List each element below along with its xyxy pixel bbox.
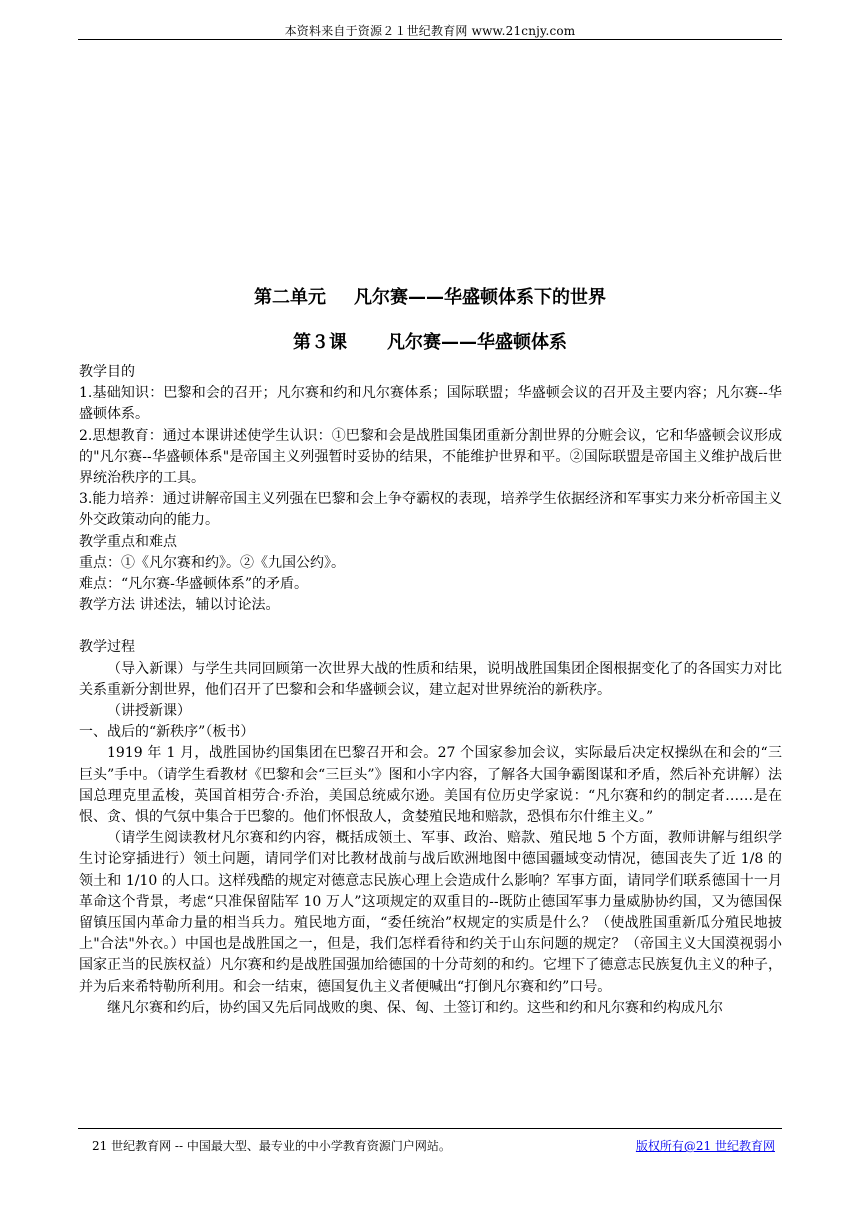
body-paragraph: （讲授新课） (107, 703, 191, 720)
blank-line (79, 616, 782, 637)
footer-divider (78, 1128, 782, 1129)
body-paragraph: 教学方法 讲述法，辅以讨论法。 (79, 597, 280, 614)
body-paragraph: （导入新课）与学生共同回顾第一次世界大战的性质和结果，说明战胜国集团企图根据变化了的各国实力对比关系重新分割世界，他们召开了巴黎和会和华盛顿会议，建立起对世界统治的新秩序。 (79, 660, 782, 698)
body-paragraph: 一、战后的“新秩序”（板书） (79, 724, 255, 741)
body-paragraph: 重点：①《凡尔赛和约》。②《九国公约》。 (79, 554, 345, 571)
body-paragraph: 1.基础知识：巴黎和会的召开；凡尔赛和约和凡尔赛体系；国际联盟；华盛顿会议的召开及主要内容；凡尔赛--华盛顿体系。 (79, 385, 782, 423)
header-divider (78, 39, 782, 40)
footer-tagline: 21 世纪教育网 -- 中国最大型、最专业的中小学教育资源门户网站。 (92, 1139, 451, 1153)
lesson-heading (0, 328, 860, 354)
unit-title: 凡尔赛——华盛顿体系下的世界 (354, 287, 606, 308)
page-header: 本资料来自于资源２１世纪教育网 www.21cnjy.com (284, 24, 576, 38)
body-paragraph: （请学生阅读教材凡尔赛和约内容，概括成领土、军事、政治、赔款、殖民地 5 个方面，教师讲解与组织学生讨论穿插进行）领土问题，请同学们对比教材战前与战后欧洲地图中德国疆域变动情况，德国丧失了近 1/8 的领土和 1/10 的人口。这样残酷的规定对德意志民族心理上会造成什么影响？军事方面，请同学们联系德国十一月革命这个背景，考虑“只准保留陆军 10 万人”这项规定的双重目的--既防止德国军事力量威胁协约国，又为德国保留镇压国内革命力量的相当兵力。殖民地方面，“委任统治”权规定的实质是什么？（使战胜国重新瓜分殖民地披上"合法"外衣。）中国也是战胜国之一，但是，我们怎样看待和约关于山东问题的规定？（帝国主义大国漠视弱小国家正当的民族权益）凡尔赛和约是战胜国强加给德国的十分苛刻的和约。它埋下了德意志民族复仇主义的种子，并为后来希特勒所利用。和会一结束，德国复仇主义者便喊出“打倒凡尔赛和约”口号。 (79, 830, 782, 995)
footer-copyright-link[interactable]: 版权所有@21 世纪教育网 (635, 1139, 775, 1153)
lesson-title: 凡尔赛——华盛顿体系 (387, 332, 567, 353)
unit-heading (0, 283, 860, 309)
body-paragraph: 3.能力培养：通过讲解帝国主义列强在巴黎和会上争夺霸权的表现，培养学生依据经济和军事实力来分析帝国主义外交政策动向的能力。 (79, 491, 782, 529)
body-paragraph: 继凡尔赛和约后，协约国又先后同战败的奥、保、匈、土签订和约。这些和约和凡尔赛和约构成凡尔 (107, 999, 723, 1016)
body-paragraph: 教学过程 (79, 639, 135, 656)
unit-number: 第二单元 (254, 287, 326, 308)
body-paragraph: 1919 年 1 月，战胜国协约国集团在巴黎召开和会。27 个国家参加会议，实际最后决定权操纵在和会的“三巨头”手中。（请学生看教材《巴黎和会“三巨头”》图和小字内容，了解各大国争霸图谋和矛盾，然后补充讲解）法国总理克里孟梭，英国首相劳合·乔治，美国总统威尔逊。美国有位历史学家说：“凡尔赛和约的制定者……是在恨、贪、惧的气氛中集合于巴黎的。他们怀恨敌人，贪婪殖民地和赔款，恐惧布尔什维主义。” (79, 745, 782, 826)
document-body (79, 362, 782, 1019)
body-paragraph: 教学目的 (79, 364, 135, 380)
body-paragraph: 教学重点和难点 (79, 533, 177, 550)
body-paragraph: 难点：“凡尔赛-华盛顿体系”的矛盾。 (79, 576, 309, 593)
body-paragraph: 2.思想教育：通过本课讲述使学生认识：①巴黎和会是战胜国集团重新分割世界的分赃会议，它和华盛顿会议形成的"凡尔赛--华盛顿体系"是帝国主义列强暂时妥协的结果，不能维护世界和平。②国际联盟是帝国主义维护战后世界统治秩序的工具。 (79, 427, 782, 487)
lesson-number: 第３课 (293, 332, 347, 353)
